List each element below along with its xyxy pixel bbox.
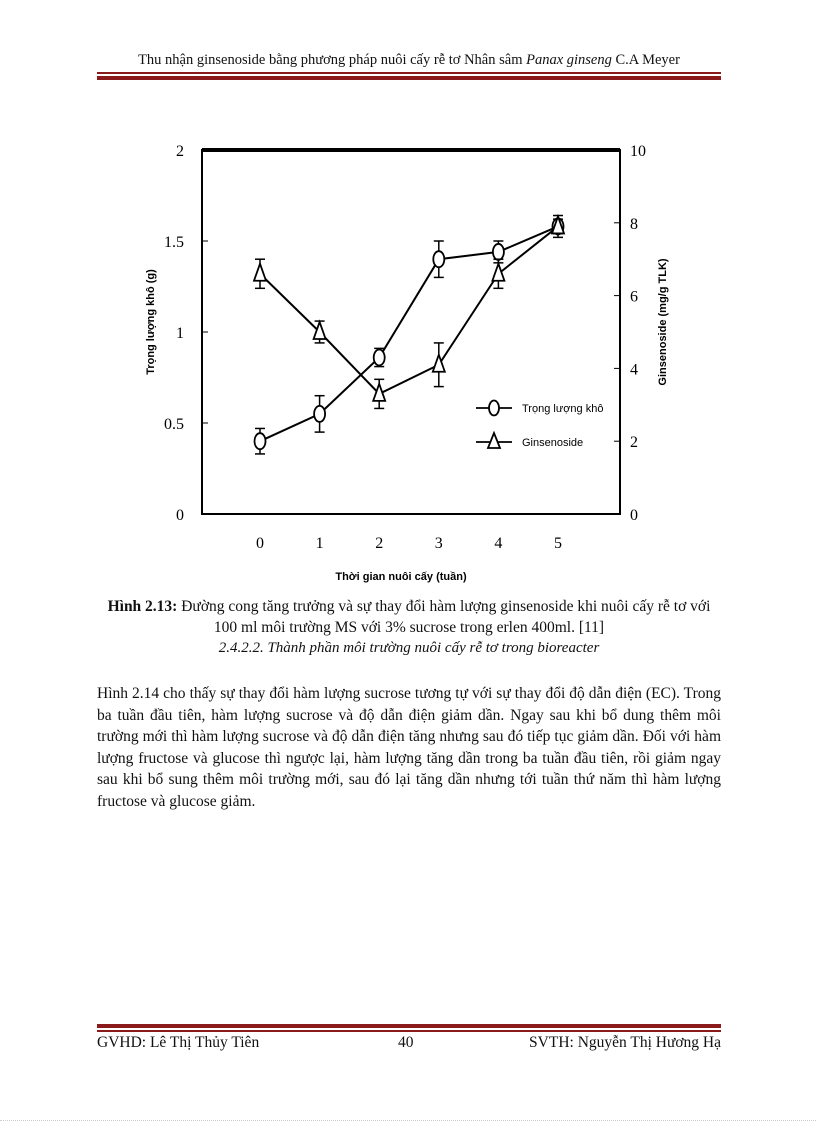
x-tick-label: 0 xyxy=(256,535,264,552)
header-text-italic: Panax ginseng xyxy=(526,52,612,68)
x-tick-label: 2 xyxy=(375,535,384,552)
x-tick-label: 4 xyxy=(494,535,503,552)
figure-caption-text: Đường cong tăng trưởng và sự thay đổi hàm lượng ginsenoside khi nuôi cấy rễ tơ với 100 ml môi trường MS với 3% sucrose trong erlen 400ml. [11] xyxy=(177,598,711,636)
footer-rule-thick xyxy=(97,1024,721,1028)
x-tick-label: 5 xyxy=(554,535,562,552)
legend-label-dry-weight: Trọng lượng khô xyxy=(522,403,604,415)
y2-tick-label: 6 xyxy=(630,288,638,306)
x-tick-label: 3 xyxy=(434,535,443,552)
section-subheading: 2.4.2.2. Thành phần môi trường nuôi cấy rễ tơ trong bioreacter xyxy=(218,640,600,656)
x-axis-label: Thời gian nuôi cấy (tuần) xyxy=(335,571,467,583)
y2-tick-label: 2 xyxy=(630,434,638,452)
y2-tick-label: 0 xyxy=(630,507,638,524)
series-line-dry-weight xyxy=(260,226,558,441)
data-point-dry-weight xyxy=(314,406,325,422)
y-tick-label: 2 xyxy=(176,143,184,160)
header-rule-thick xyxy=(97,76,721,80)
y2-axis-label: Ginsenoside (mg/g TLK) xyxy=(657,258,669,386)
y-axis-label: Trọng lượng khô (g) xyxy=(145,269,157,375)
page-number: 40 xyxy=(398,1034,414,1051)
header-rule-thin xyxy=(97,72,721,74)
data-point-dry-weight xyxy=(374,349,385,365)
y-tick-label: 0 xyxy=(176,507,184,524)
footer-rule-thin xyxy=(97,1030,721,1032)
legend-marker-ginsenoside xyxy=(488,433,500,448)
data-point-ginsenoside xyxy=(314,322,326,339)
legend-label-ginsenoside: Ginsenoside xyxy=(522,437,584,449)
data-point-dry-weight xyxy=(255,433,266,449)
data-point-dry-weight xyxy=(433,251,444,267)
data-point-dry-weight xyxy=(493,244,504,260)
y-tick-label: 1 xyxy=(176,325,184,342)
footer-advisor: GVHD: Lê Thị Thủy Tiên xyxy=(97,1034,260,1051)
body-paragraph: Hình 2.14 cho thấy sự thay đổi hàm lượng sucrose tương tự với sự thay đổi độ dẫn điện (EC). Trong ba tuần đầu tiên, hàm lượng sucrose và độ dẫn điện giảm dần. Ngay sau khi bổ dung thêm môi trường mới thì hàm lượng sucrose và độ dẫn điện tăng nhưng sau đó tiếp tục giảm dần. Đối với hàm lượng fructose và glucose thì ngược lại, hàm lượng tăng dần trong ba tuần đầu tiên, rồi giảm ngay sau khi bổ sung thêm môi trường mới, sau đó lại tăng dần nhưng tới tuần thứ năm thì hàm lượng fructose và glucose giảm. xyxy=(97,685,721,810)
header-text-prefix: Thu nhận ginsenoside bằng phương pháp nuôi cấy rễ tơ Nhân sâm xyxy=(138,52,527,68)
figure-caption xyxy=(97,596,721,638)
plot-frame xyxy=(202,150,620,514)
footer-student: SVTH: Nguyễn Thị Hương Hạ xyxy=(529,1034,721,1051)
legend-marker-dry-weight xyxy=(489,401,499,416)
y-tick-label: 1.5 xyxy=(164,234,184,251)
y2-tick-label: 4 xyxy=(630,361,638,379)
y-tick-label: 0.5 xyxy=(164,416,184,433)
data-point-ginsenoside xyxy=(254,264,266,281)
x-tick-label: 1 xyxy=(315,535,324,552)
y2-tick-label: 8 xyxy=(630,215,638,233)
page-header xyxy=(97,52,721,69)
y2-tick-label: 10 xyxy=(630,143,646,160)
header-text-suffix: C.A Meyer xyxy=(611,52,680,68)
data-point-ginsenoside xyxy=(492,264,504,281)
growth-ginsenoside-chart xyxy=(120,130,690,590)
bottom-dotted-line xyxy=(0,1120,816,1122)
figure-caption-label: Hình 2.13: xyxy=(107,598,178,615)
